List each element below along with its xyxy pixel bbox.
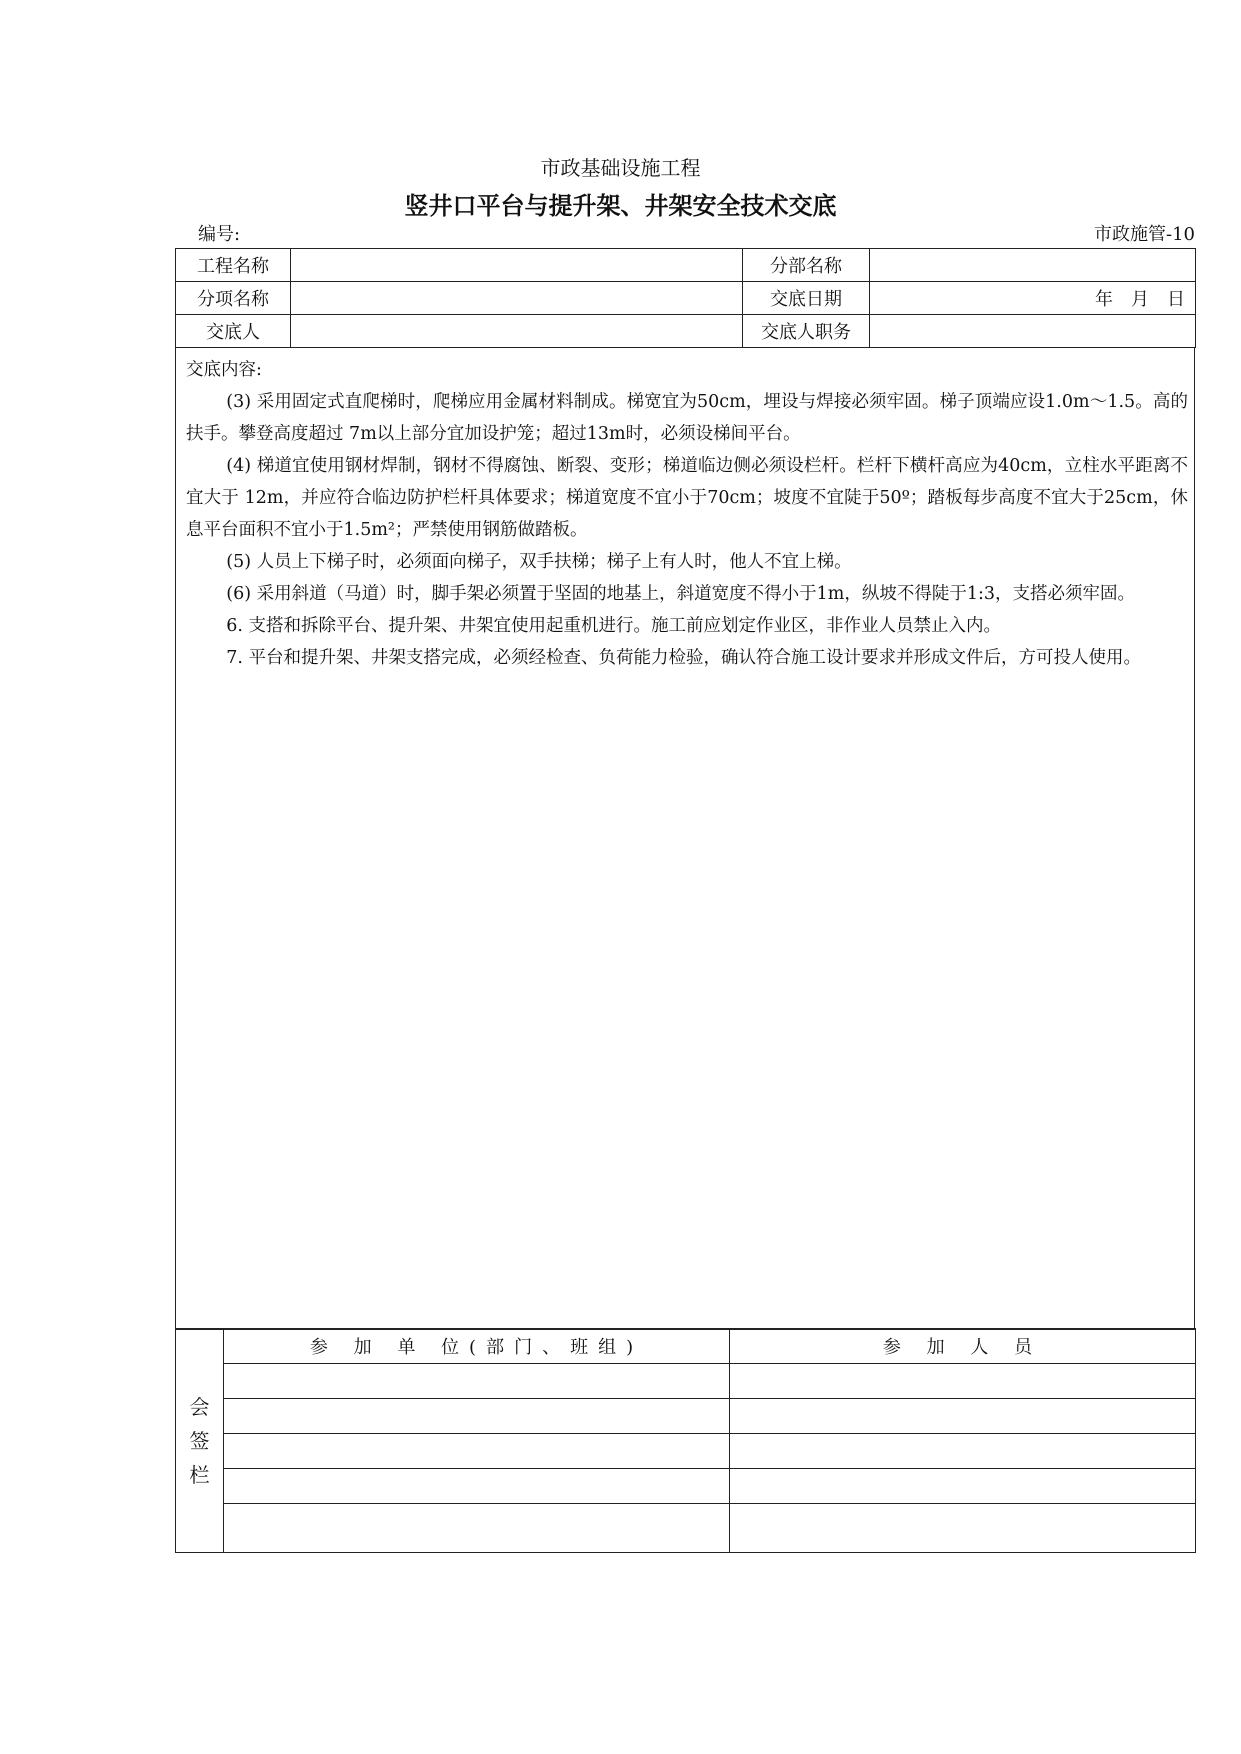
content-paragraph: (6) 采用斜道（马道）时，脚手架必须置于坚固的地基上，斜道宽度不得小于1m，纵坡不得陡于1:3，支搭必须牢固。 bbox=[226, 584, 1135, 604]
signoff-side-text: 会 签 栏 bbox=[189, 1394, 210, 1487]
project-name-label: 工程名称 bbox=[176, 249, 291, 282]
document-title: 竖井口平台与提升架、井架安全技术交底 bbox=[404, 191, 837, 220]
serial-number-label: 编号: bbox=[198, 224, 241, 245]
content-paragraph: 7. 平台和提升架、井架支搭完成，必须经检查、负荷能力检验，确认符合施工设计要求并形成文件后，方可投人使用。 bbox=[226, 648, 1142, 668]
project-name-field[interactable] bbox=[291, 249, 743, 282]
unit-cell[interactable] bbox=[224, 1399, 730, 1434]
info-row bbox=[176, 315, 1196, 348]
form-code: 市政施管-10 bbox=[1094, 224, 1195, 245]
unit-cell[interactable] bbox=[224, 1434, 730, 1469]
people-cell[interactable] bbox=[730, 1469, 1196, 1504]
disclosure-date-label: 交底日期 bbox=[743, 282, 870, 315]
content-paragraph: (3) 采用固定式直爬梯时，爬梯应用金属材料制成。梯宽宜为50cm，埋设与焊接必须牢固。梯子顶端应设1.0m～1.5。高的扶手。攀登高度超过 7m以上部分宜加设护笼；超过13m时，必须设梯间平台。 bbox=[186, 392, 1188, 444]
content-paragraph: 6. 支搭和拆除平台、提升架、井架宜使用起重机进行。施工前应划定作业区，非作业人员禁止入内。 bbox=[226, 616, 1002, 636]
document-supertitle: 市政基础设施工程 bbox=[540, 156, 701, 180]
signoff-side-label bbox=[176, 1329, 224, 1553]
unit-column-header: 参 加 单 位(部门、班组) bbox=[224, 1329, 730, 1364]
division-name-field[interactable] bbox=[870, 249, 1196, 282]
people-cell[interactable] bbox=[730, 1399, 1196, 1434]
disclosure-content bbox=[175, 348, 1195, 1330]
unit-cell[interactable] bbox=[224, 1469, 730, 1504]
content-paragraph: (4) 梯道宜使用钢材焊制，钢材不得腐蚀、断裂、变形；梯道临边侧必须设栏杆。栏杆下横杆高应为40cm，立柱水平距离不宜大于 12m，并应符合临边防护栏杆具体要求；梯道宽度不宜小于70cm；坡度不宜陡于50º；踏板每步高度不宜大于25cm，休息平台面积不宜小于1.5m²；严禁使用钢筋做踏板。 bbox=[186, 456, 1188, 540]
signoff-row bbox=[176, 1364, 1196, 1399]
unit-cell[interactable] bbox=[224, 1364, 730, 1399]
signoff-row bbox=[176, 1399, 1196, 1434]
content-paragraph: (5) 人员上下梯子时，必须面向梯子，双手扶梯；梯子上有人时，他人不宜上梯。 bbox=[226, 552, 852, 572]
signoff-header-row bbox=[176, 1329, 1196, 1364]
discloser-field[interactable] bbox=[291, 315, 743, 348]
division-name-label: 分部名称 bbox=[743, 249, 870, 282]
content-heading: 交底内容: bbox=[186, 360, 262, 380]
people-cell[interactable] bbox=[730, 1364, 1196, 1399]
item-name-label: 分项名称 bbox=[176, 282, 291, 315]
item-name-field[interactable] bbox=[291, 282, 743, 315]
people-column-header: 参 加 人 员 bbox=[730, 1329, 1196, 1364]
discloser-title-label: 交底人职务 bbox=[743, 315, 870, 348]
signoff-table bbox=[175, 1328, 1196, 1553]
signoff-row bbox=[176, 1469, 1196, 1504]
people-cell[interactable] bbox=[730, 1504, 1196, 1553]
signoff-row bbox=[176, 1434, 1196, 1469]
info-table bbox=[175, 248, 1196, 348]
unit-cell[interactable] bbox=[224, 1504, 730, 1553]
info-row bbox=[176, 282, 1196, 315]
discloser-label: 交底人 bbox=[176, 315, 291, 348]
disclosure-date-field[interactable]: 年 月 日 bbox=[870, 282, 1196, 315]
discloser-title-field[interactable] bbox=[870, 315, 1196, 348]
people-cell[interactable] bbox=[730, 1434, 1196, 1469]
signoff-row bbox=[176, 1504, 1196, 1553]
info-row bbox=[176, 249, 1196, 282]
